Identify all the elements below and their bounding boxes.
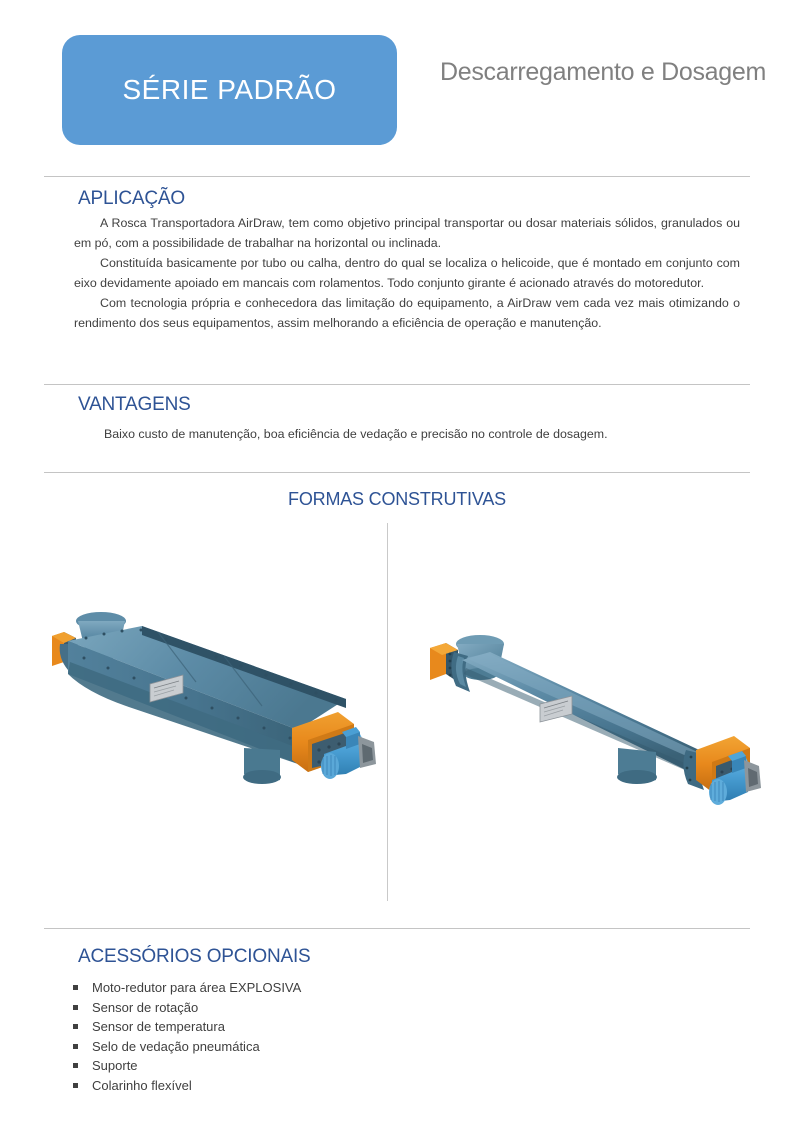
square-bullet-icon [73, 1005, 78, 1010]
list-item [70, 998, 301, 1018]
accessory-list [70, 978, 301, 1095]
list-item-label: Suporte [92, 1058, 138, 1073]
section-heading-acessorios-opcionais: ACESSÓRIOS OPCIONAIS [78, 946, 311, 967]
figures-vertical-divider [387, 523, 388, 901]
divider-rule-acessorios [44, 928, 750, 929]
section-heading-vantagens: VANTAGENS [78, 394, 191, 415]
series-badge-label: SÉRIE PADRÃO [122, 74, 337, 105]
square-bullet-icon [73, 985, 78, 990]
list-item [70, 1076, 301, 1096]
series-badge [62, 35, 397, 145]
divider-rule-aplicacao-vantagens [44, 384, 750, 385]
square-bullet-icon [73, 1063, 78, 1068]
divider-rule-vantagens-formas [44, 472, 750, 473]
list-item-label: Sensor de temperatura [92, 1019, 225, 1034]
page-header [0, 0, 794, 170]
list-item-label: Sensor de rotação [92, 999, 199, 1015]
section-heading-aplicacao: APLICAÇÃO [78, 188, 185, 209]
list-item [70, 1017, 301, 1037]
figure-rosca-transportadora-calha [46, 596, 386, 826]
aplicacao-paragraph: A Rosca Transportadora AirDraw, tem como objetivo principal transportar ou dosar materiais sólidos, granulados ou em pó, com a possibilidade de trabalhar na horizontal ou inclinada. [74, 216, 740, 250]
list-item-label: Colarinho flexível [92, 1077, 192, 1093]
aplicacao-body [74, 213, 740, 333]
list-item [70, 1037, 301, 1057]
section-heading-formas-construtivas: FORMAS CONSTRUTIVAS [288, 489, 506, 509]
aplicacao-paragraph: Constituída basicamente por tubo ou calha, dentro do qual se localiza o helicoide, que é montado em conjunto com eixo devidamente apoiado em mancais com rolamentos. Todo conjunto girante é acionado através do motoredutor. [74, 256, 740, 290]
vantagens-paragraph: Baixo custo de manutenção, boa eficiência de vedação e precisão no controle de dosagem. [104, 427, 608, 441]
square-bullet-icon [73, 1044, 78, 1049]
vantagens-body [74, 424, 740, 444]
aplicacao-paragraph: Com tecnologia própria e conhecedora das limitação do equipamento, a AirDraw vem cada vez mais otimizando o rendimento dos seus equipamentos, assim melhorando a eficiência de operação e manutenção. [74, 296, 740, 330]
square-bullet-icon [73, 1024, 78, 1029]
list-item-label: Moto-redutor para área EXPLOSIVA [92, 980, 302, 995]
divider-rule-top [44, 176, 750, 177]
list-item [70, 1056, 301, 1076]
header-subtitle: Descarregamento e Dosagem [440, 58, 766, 86]
square-bullet-icon [73, 1083, 78, 1088]
list-item-label: Selo de vedação pneumática [92, 1038, 260, 1054]
list-item [70, 978, 301, 998]
figure-rosca-transportadora-tubular [412, 608, 762, 838]
